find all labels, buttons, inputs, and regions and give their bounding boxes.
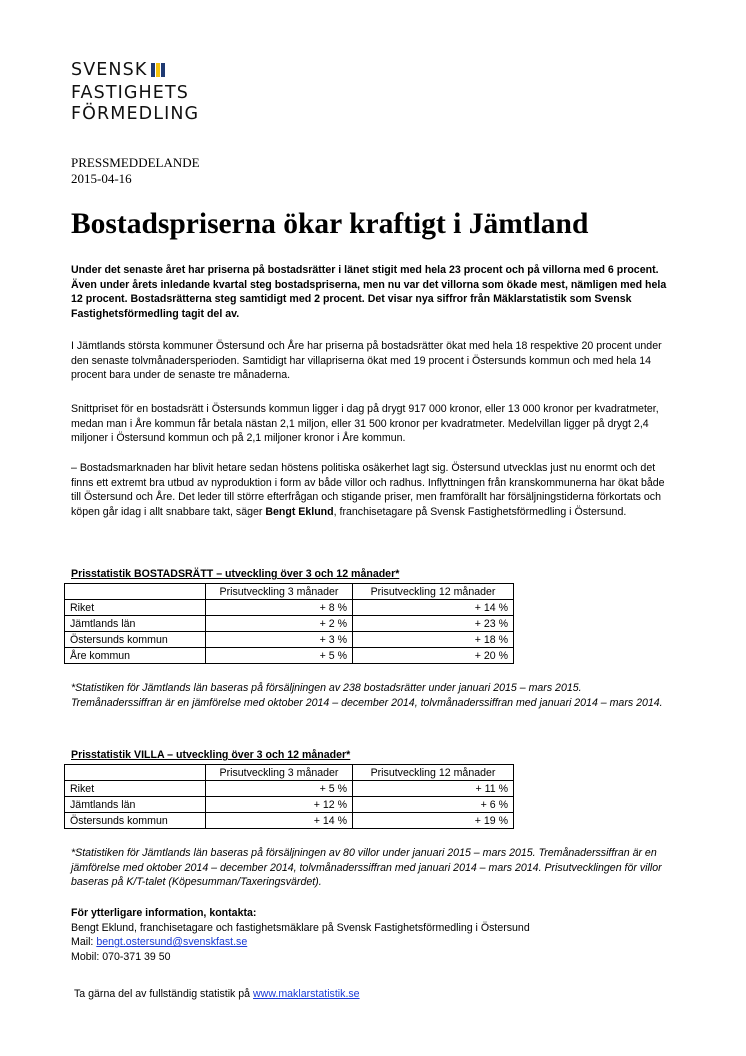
swedish-flag-icon [151, 62, 166, 83]
contact-person: Bengt Eklund, franchisetagare och fastighetsmäklare på Svensk Fastighetsförmedling i Östersund [71, 921, 530, 934]
table2-footnote: *Statistiken för Jämtlands län baseras på försäljningen av 80 villor under januari 2015 – mars 2015. Tremånaderssiffran är en jämförelse med oktober 2014 – december 2014, tolvmånaderssiffran med januari 2014 – mars 2014. Prisutvecklingen för villor baseras på K/T-talet (Köpesumman/Taxeringsvärdet). [71, 847, 662, 888]
quote-end: , franchisetagare på Svensk Fastighetsförmedling i Östersund. [333, 505, 627, 518]
paragraph-2: Snittpriset för en bostadsrätt i Östersunds kommun ligger i dag på drygt 917 000 kronor, eller 13 000 kronor per kvadratmeter, medan man i Åre kommun får betala nästan 2,1 miljon, eller 31 500 kronor per kvadratmeter. Medelvillan ligger på drygt 2,4 miljoner i Östersund kommun och på 2,1 miljoner kronor i Åre kommun. [71, 403, 659, 444]
table-row: Åre kommun + 5 % + 20 % [65, 648, 514, 664]
table-row: Östersunds kommun + 3 % + 18 % [65, 632, 514, 648]
table-header-row: Prisutveckling 3 månader Prisutveckling 12 månader [65, 584, 514, 600]
press-date: 2015-04-16 [71, 171, 132, 186]
table-row: Jämtlands län + 2 % + 23 % [65, 616, 514, 632]
table-row: Riket + 8 % + 14 % [65, 600, 514, 616]
table1-title: Prisstatistik BOSTADSRÄTT – utveckling över 3 och 12 månader* [71, 568, 400, 580]
contact-mobile: Mobil: 070-371 39 50 [71, 950, 171, 963]
press-header [71, 155, 200, 187]
lead-paragraph: Under det senaste året har priserna på bostadsrätter i länet stigit med hela 23 procent och på villorna med 6 procent. Även under årets inledande kvartal steg bostadspriserna, men nu var det villorna som ökade mest, nämligen med hela 12 procent. Bostadsrätterna steg samtidigt med 2 procent. Det visar nya siffror från Mäklarstatistik som Svensk Fastighetsförmedling tagit del av. [71, 264, 667, 320]
company-logo [71, 60, 199, 125]
table-row: Riket + 5 % + 11 % [65, 781, 514, 797]
table2-title: Prisstatistik VILLA – utveckling över 3 och 12 månader* [71, 749, 351, 761]
press-label: PRESSMEDDELANDE [71, 155, 200, 170]
paragraph-3 [71, 461, 671, 519]
page-title: Bostadspriserna ökar kraftigt i Jämtland [71, 208, 589, 240]
logo-line-2: FASTIGHETS [71, 83, 189, 103]
footer-statistics: Ta gärna del av fullständig statistik på www.maklarstatistik.se [74, 988, 360, 1000]
email-link[interactable]: bengt.ostersund@svenskfast.se [96, 936, 248, 948]
table-villa [64, 764, 514, 829]
table-row: Jämtlands län + 12 % + 6 % [65, 797, 514, 813]
table-header-row: Prisutveckling 3 månader Prisutveckling 12 månader [65, 765, 514, 781]
quote-text: – Bostadsmarknaden har blivit hetare sedan höstens politiska osäkerhet lagt sig. Östersund utvecklas just nu enormt och det finns ett extremt bra utbud av nyproduktion i form av både villor och radhus. Inflyttningen från kranskommunerna har ökat både till Östersund och Åre. Det leder till större efterfrågan och stigande priser, men framförallt har försäljningstiderna förkortats och köpen går idag i allt snabbare takt, säger [71, 462, 665, 518]
table1-footnote: *Statistiken för Jämtlands län baseras på försäljningen av 238 bostadsrätter under januari 2015 – mars 2015. Tremånaderssiffran är en jämförelse med oktober 2014 – december 2014, tolvmånaderssiffran med januari 2014 – mars 2014. [71, 682, 663, 709]
contact-heading: För ytterligare information, kontakta: [71, 907, 257, 919]
logo-line-1: SVENSK [71, 60, 148, 80]
table-row: Östersunds kommun + 14 % + 19 % [65, 813, 514, 829]
contact-block [71, 906, 530, 964]
quote-person: Bengt Eklund [265, 505, 334, 518]
statistics-link[interactable]: www.maklarstatistik.se [253, 988, 360, 1000]
logo-line-3: FÖRMEDLING [71, 104, 200, 124]
table-bostadsratt [64, 583, 514, 664]
contact-mail: Mail: bengt.ostersund@svenskfast.se [71, 936, 248, 948]
paragraph-1: I Jämtlands största kommuner Östersund och Åre har priserna på bostadsrätter ökat med hela 18 respektive 20 procent under den senaste tolvmånadersperioden. Samtidigt har villapriserna ökat med 19 procent i Östersunds kommun och med hela 14 procent bara under de senaste tre månaderna. [71, 340, 662, 381]
